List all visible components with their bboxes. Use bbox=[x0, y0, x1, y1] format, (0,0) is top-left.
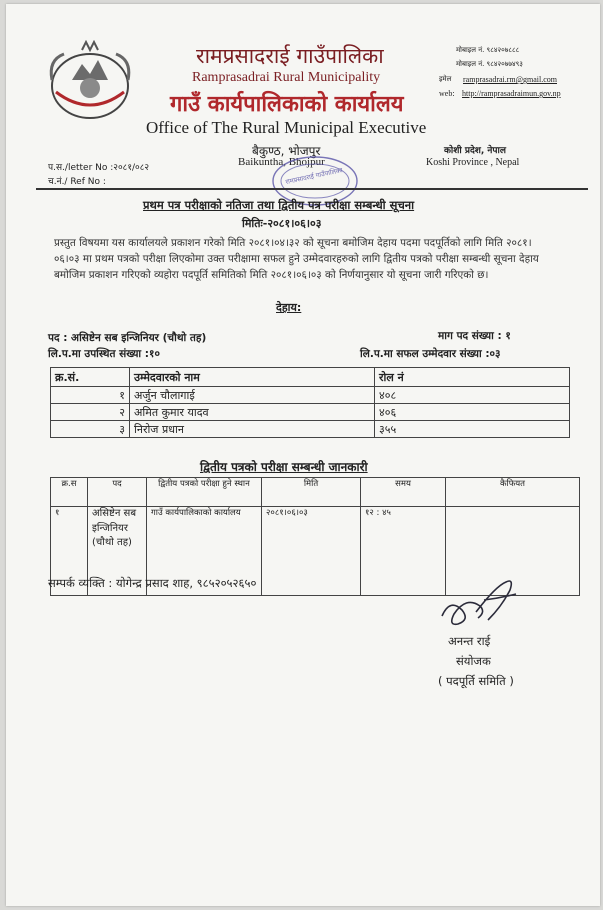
row-sn: १ bbox=[51, 387, 130, 404]
office-name-english: Office of The Rural Municipal Executive bbox=[146, 118, 427, 137]
signatory-title: संयोजक bbox=[456, 654, 491, 668]
demand-count: माग पद संख्या : १ bbox=[438, 330, 511, 342]
header-sn: क्र.स bbox=[51, 478, 88, 507]
signatory-name: अनन्त राई bbox=[448, 634, 491, 648]
web-link[interactable]: http://ramprasadraimun.gov.np bbox=[462, 89, 561, 98]
document-page bbox=[6, 4, 600, 906]
row-sn: १ bbox=[51, 507, 88, 596]
nepal-emblem-icon bbox=[42, 40, 138, 124]
dehay-heading: देहाय: bbox=[276, 301, 302, 314]
row-candidate-name: निरोज प्रधान bbox=[130, 421, 375, 438]
header-post: पद bbox=[88, 478, 147, 507]
mobile-number-2: मोबाइल नं. ९८४२०७७४९३ bbox=[456, 60, 523, 68]
email-link[interactable]: ramprasadrai.rm@gmail.com bbox=[463, 75, 557, 84]
passed-count: लि.प.मा सफल उम्मेदवार संख्या :०३ bbox=[360, 348, 501, 360]
municipality-name-nepali: रामप्रसादराई गाउँपालिका bbox=[196, 44, 384, 68]
place-nepali: बैकुण्ठ, भोजपुर bbox=[252, 144, 321, 158]
present-count: लि.प.मा उपस्थित संख्या :१० bbox=[48, 348, 160, 360]
notice-date: मितिः-२०८१।०६।०३ bbox=[242, 217, 322, 230]
row-sn: २ bbox=[51, 404, 130, 421]
header-date: मिति bbox=[262, 478, 361, 507]
second-paper-header bbox=[51, 478, 580, 507]
row-sn: ३ bbox=[51, 421, 130, 438]
mobile-number-1: मोबाइल नं. ९८४२०७८८८ bbox=[456, 46, 520, 54]
row-time: १२ : ४५ bbox=[361, 507, 446, 596]
results-table-header bbox=[51, 368, 570, 387]
contact-person: सम्पर्क व्यक्ति : योगेन्द्र प्रसाद शाह, ९८५२०५२६५० bbox=[48, 576, 257, 590]
header-venue: द्वितीय पत्रको परीक्षा हुने स्थान bbox=[147, 478, 262, 507]
signature-icon bbox=[436, 576, 526, 636]
second-paper-title: द्वितीय पत्रको परीक्षा सम्बन्धी जानकारी bbox=[200, 460, 368, 474]
table-row bbox=[51, 404, 570, 421]
province-english: Koshi Province , Nepal bbox=[426, 157, 520, 168]
table-row bbox=[51, 421, 570, 438]
row-post: असिष्टेन सब इन्जिनियर (चौथो तह) bbox=[88, 507, 147, 596]
office-name-nepali: गाउँ कार्यपालिकाको कार्यालय bbox=[170, 92, 404, 117]
header-divider bbox=[36, 188, 588, 190]
notice-title: प्रथम पत्र परीक्षाको नतिजा तथा द्वितीय पत्र परीक्षा सम्बन्धी सूचना bbox=[143, 198, 415, 212]
results-table bbox=[50, 367, 570, 438]
province-nepali: कोशी प्रदेश, नेपाल bbox=[444, 146, 506, 156]
row-venue: गाउँ कार्यपालिकाको कार्यालय bbox=[147, 507, 262, 596]
row-candidate-name: अमित कुमार यादव bbox=[130, 404, 375, 421]
letter-number: प.स./letter No :२०८१/०८२ bbox=[48, 163, 150, 173]
row-date: २०८१।०६।०३ bbox=[262, 507, 361, 596]
table-row bbox=[51, 387, 570, 404]
header-remarks: कैफियत bbox=[446, 478, 580, 507]
web-label: web: bbox=[439, 89, 455, 98]
post-name: पद : असिष्टेन सब इन्जिनियर (चौथो तह) bbox=[48, 332, 207, 344]
header-candidate-name: उम्मेदवारको नाम bbox=[130, 368, 375, 387]
notice-body: प्रस्तुत विषयमा यस कार्यालयले प्रकाशन गरेको मिति २०८१।०४।३२ को सूचना बमोजिम देहाय पदमा पदपूर्तिको लागि मिति २०८१।०६।०३ मा प्रथम पत्रको परीक्षा लिएकोमा उक्त परीक्षामा सफल हुने उम्मेदवारहरुको लागि द्वितीय पत्रको परीक्षा सम्बन्धी सूचना देहाय बमोजिम प्रकाशन गरिएको व्यहोरा पदपूर्ति समितिको मिति २०८१।०६।०३ को निर्णयानुसार यो सूचना जारी गरिएको छ। bbox=[54, 237, 539, 281]
signatory-committee: ( पदपूर्ति समिति ) bbox=[438, 674, 514, 688]
row-roll-number: ४०८ bbox=[375, 387, 570, 404]
stamp-text: रामप्रसादराई गाउँपालिका bbox=[284, 166, 344, 187]
row-candidate-name: अर्जुन चौलागाई bbox=[130, 387, 375, 404]
row-roll-number: ४०६ bbox=[375, 404, 570, 421]
header-roll-number: रोल नं bbox=[375, 368, 570, 387]
municipality-name-english: Ramprasadrai Rural Municipality bbox=[192, 70, 381, 85]
header-sn: क्र.सं. bbox=[51, 368, 130, 387]
reference-number: च.नं./ Ref No : bbox=[48, 177, 106, 187]
email-label: इमेल bbox=[439, 75, 452, 83]
row-roll-number: ३५५ bbox=[375, 421, 570, 438]
place-english: Baikuntha, Bhojpur bbox=[238, 156, 325, 168]
header-time: समय bbox=[361, 478, 446, 507]
